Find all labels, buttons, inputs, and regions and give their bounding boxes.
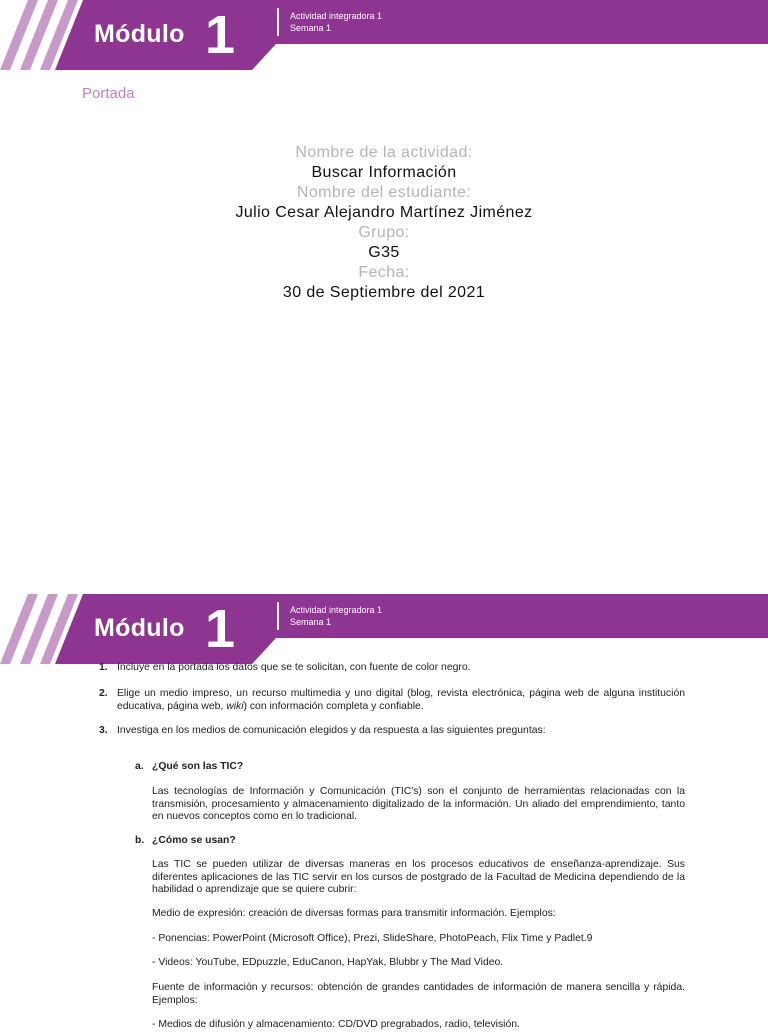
section-title: Portada [82, 85, 135, 102]
instruction-text [117, 688, 685, 713]
question-title: ¿Qué son las TIC? [152, 761, 244, 772]
answer-b-paragraph: - Videos: YouTube, EDpuzzle, EduCanon, HapYak, Blubbr y The Mad Video. [152, 957, 504, 968]
module-title: Módulo [94, 20, 185, 48]
answer-b-paragraph: Medio de expresión: creación de diversas formas para transmitir información. Ejemplos: [152, 908, 556, 919]
banner-divider [277, 8, 279, 36]
answer-b-paragraph: - Medios de difusión y almacenamiento: CD/DVD pregrabados, radio, televisión. [152, 1019, 520, 1030]
question-label: a. [135, 761, 144, 772]
instruction-text: Investiga en los medios de comunicación elegidos y da respuesta a las siguientes preguntas: [117, 725, 546, 736]
activity-name: Actividad integradora 1 [290, 11, 383, 21]
week-label-2: Semana 1 [290, 617, 332, 627]
instruction-text: Incluye en la portada los datos que se te solicitan, con fuente de color negro. [117, 662, 471, 673]
answer-b-paragraph: Las TIC se pueden utilizar de diversas maneras en los procesos educativos de enseñanza-aprendizaje. Sus diferentes aplicaciones de las TIC servir en los cursos de postgrado de la Facultad de Medicina dependiendo de la habilidad o aprendizaje que se quiere cubrir: [152, 859, 685, 895]
instruction-text-start: Elige un medio impreso, un recurso multimedia y uno digital (blog, revista electrónica, página web de alguna institución educativa, página web, [117, 688, 685, 712]
question-title: ¿Cómo se usan? [152, 835, 236, 846]
activity-name-2: Actividad integradora 1 [290, 605, 383, 615]
answer-b-paragraph: - Ponencias: PowerPoint (Microsoft Office), Prezi, SlideShare, PhotoPeach, Flix Time y Padlet.9 [152, 933, 593, 944]
banner-divider-2 [277, 602, 279, 630]
module-number: 1 [205, 5, 236, 65]
date-value: 30 de Septiembre del 2021 [282, 284, 486, 301]
banner-info [290, 10, 382, 34]
module-title-2: Módulo [94, 614, 185, 642]
activity-value: Buscar Información [311, 164, 457, 181]
student-label: Nombre del estudiante: [296, 184, 472, 201]
banner-info-2 [290, 604, 382, 628]
instruction-text-italic: wiki [226, 700, 244, 712]
instruction-text-end: ) con información completa y confiable. [243, 700, 424, 712]
module-banner [0, 0, 768, 70]
cover-details [0, 143, 768, 303]
group-label: Grupo: [358, 224, 410, 241]
module-banner-2 [0, 594, 768, 664]
instruction-number: 2. [99, 688, 108, 699]
date-label: Fecha: [358, 264, 410, 281]
student-value: Julio Cesar Alejandro Martínez Jiménez [235, 204, 533, 221]
module-number-2: 1 [205, 599, 236, 659]
question-label: b. [135, 835, 145, 846]
instruction-number: 1. [99, 662, 108, 673]
answer-b-paragraph: Fuente de información y recursos: obtención de grandes cantidades de información de manera sencilla y rápida. Ejemplos: [152, 982, 685, 1006]
instruction-number: 3. [99, 725, 108, 736]
group-value: G35 [368, 244, 400, 261]
answer-a: Las tecnologías de Información y Comunicación (TIC's) son el conjunto de herramientas relacionadas con la transmisión, procesamiento y almacenamiento digitalizado de la información. Un aliado del emprendimiento, tanto en nuevos conceptos como en lo tradicional. [152, 786, 685, 822]
activity-label: Nombre de la actividad: [295, 144, 473, 161]
week-label: Semana 1 [290, 23, 332, 33]
